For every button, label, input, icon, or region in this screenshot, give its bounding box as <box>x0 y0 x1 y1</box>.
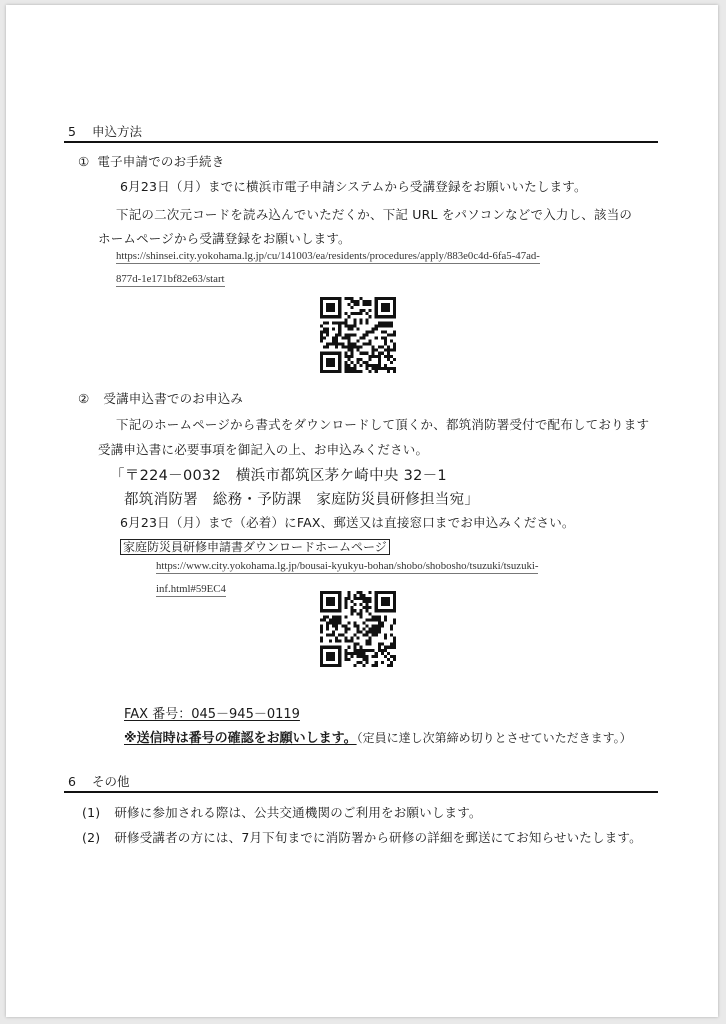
electronic-url-line-1[interactable]: https://shinsei.city.yokohama.lg.jp/cu/141003/ea/residents/procedures/apply/883e0c4d-6fa5-47ad- <box>116 250 540 262</box>
address-line-2: 都筑消防署 総務・予防課 家庭防災員研修担当宛」 <box>124 492 480 508</box>
other-item-1 <box>82 803 482 821</box>
send-note-rest: （定員に達し次第締め切りとさせていただきます。） <box>356 731 632 745</box>
document-page <box>6 5 718 1017</box>
electronic-qr-code[interactable] <box>320 297 396 373</box>
other-item-2 <box>82 828 642 846</box>
deadline-text: 6月23日（月）まで（必着）にFAX、郵送又は直接窓口までお申込みください。 <box>120 515 575 530</box>
paper-url-line-1[interactable]: https://www.city.yokohama.lg.jp/bousai-kyukyu-bohan/shobo/shobosho/tsuzuki/tsuzuki- <box>156 560 539 572</box>
section-5-rule <box>64 141 658 143</box>
address-line-1: 「〒224－0032 横浜市都筑区茅ケ崎中央 32－1 <box>110 468 447 484</box>
paper-line-2: 受講申込書に必要事項を御記入の上、お申込みください。 <box>98 442 429 457</box>
other-item-2-text: 研修受講者の方には、7月下旬までに消防署から研修の詳細を郵送にてお知らせいたします。 <box>114 830 642 845</box>
other-item-1-text: 研修に参加される際は、公共交通機関のご利用をお願いします。 <box>114 805 482 820</box>
paper-heading <box>78 389 243 407</box>
download-label-text: 家庭防災員研修申請書ダウンロードホームページ <box>120 539 390 555</box>
section-5-heading <box>68 122 142 140</box>
send-note <box>124 727 632 746</box>
other-item-2-marker: (2) <box>82 830 101 845</box>
section-5-number: 5 <box>68 124 76 139</box>
section-6-rule <box>64 791 658 793</box>
send-note-underlined: ※送信時は番号の確認をお願いします。 <box>124 731 357 746</box>
section-6-heading <box>68 772 129 790</box>
paper-title: 受講申込書でのお申込み <box>103 391 244 406</box>
electronic-heading <box>78 152 224 170</box>
paper-url-line-2[interactable]: inf.html#59EC4 <box>156 583 226 595</box>
electronic-marker: ① <box>78 154 90 169</box>
electronic-line-3: ホームページから受講登録をお願いします。 <box>98 231 351 246</box>
electronic-line-1: 6月23日（月）までに横浜市電子申請システムから受講登録をお願いいたします。 <box>120 179 587 194</box>
electronic-url-line-2[interactable]: 877d-1e171bf82e63/start <box>116 273 225 285</box>
paper-line-1: 下記のホームページから書式をダウンロードして頂くか、都筑消防署受付で配布しております <box>116 417 650 432</box>
paper-qr-code[interactable] <box>320 591 396 667</box>
electronic-title: 電子申請でのお手続き <box>97 154 225 169</box>
section-6-title: その他 <box>91 774 130 789</box>
download-label <box>120 536 390 555</box>
paper-marker: ② <box>78 391 90 406</box>
other-item-1-marker: (1) <box>82 805 101 820</box>
section-6-number: 6 <box>68 774 76 789</box>
fax-number: FAX 番号：045－945－0119 <box>124 707 300 722</box>
section-5-title: 申込方法 <box>91 124 142 139</box>
electronic-line-2: 下記の二次元コードを読み込んでいただくか、下記 URL をパソコンなどで入力し、該当の <box>116 207 633 222</box>
